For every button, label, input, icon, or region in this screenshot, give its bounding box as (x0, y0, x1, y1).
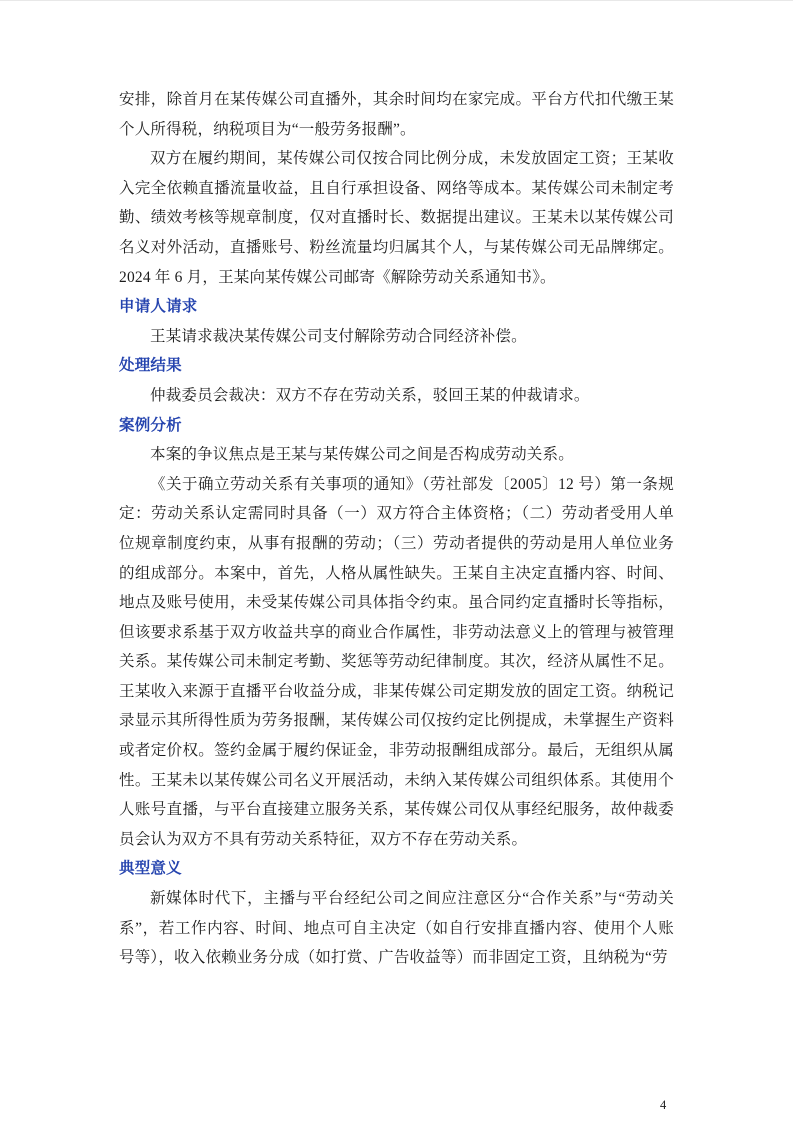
body-paragraph: 仲裁委员会裁决：双方不存在劳动关系，驳回王某的仲裁请求。 (150, 386, 590, 404)
document-body (119, 85, 674, 973)
section-heading: 案例分析 (119, 416, 182, 434)
body-paragraph: 双方在履约期间，某传媒公司仅按合同比例分成，未发放固定工资；王某收入完全依赖直播流量收益，且自行承担设备、网络等成本。某传媒公司未制定考勤、绩效考核等规章制度，仅对直播时长、数据提出建议。王某未以某传媒公司名义对外活动，直播账号、粉丝流量均归属其个人，与某传媒公司无品牌绑定。2024 年 6 月，王某向某传媒公司邮寄《解除劳动关系通知书》。 (119, 150, 674, 286)
body-paragraph: 王某请求裁决某传媒公司支付解除劳动合同经济补偿。 (150, 327, 527, 345)
body-paragraph: 本案的争议焦点是王某与某传媒公司之间是否构成劳动关系。 (150, 446, 574, 464)
section-heading: 处理结果 (119, 357, 182, 375)
page-number: 4 (660, 1098, 667, 1112)
body-paragraph: 《关于确立劳动关系有关事项的通知》（劳社部发〔2005〕12 号）第一条规定：劳动关系认定需同时具备（一）双方符合主体资格；（二）劳动者受用人单位规章制度约束，从事有报酬的劳动；（三）劳动者提供的劳动是用人单位业务的组成部分。本案中，首先，人格从属性缺失。王某自主决定直播内容、时间、地点及账号使用，未受某传媒公司具体指令约束。虽合同约定直播时长等指标，但该要求系基于双方收益共享的商业合作属性，非劳动法意义上的管理与被管理关系。某传媒公司未制定考勤、奖惩等劳动纪律制度。其次，经济从属性不足。王某收入来源于直播平台收益分成，非某传媒公司定期发放的固定工资。纳税记录显示其所得性质为劳务报酬，某传媒公司仅按约定比例提成，未掌握生产资料或者定价权。签约金属于履约保证金，非劳动报酬组成部分。最后，无组织从属性。王某未以某传媒公司名义开展活动，未纳入某传媒公司组织体系。其使用个人账号直播，与平台直接建立服务关系，某传媒公司仅从事经纪服务，故仲裁委员会认为双方不具有劳动关系特征，双方不存在劳动关系。 (119, 475, 674, 848)
section-heading: 典型意义 (119, 860, 182, 878)
body-paragraph: 安排，除首月在某传媒公司直播外，其余时间均在家完成。平台方代扣代缴王某个人所得税，纳税项目为“一般劳务报酬”。 (119, 91, 674, 138)
section-heading: 申请人请求 (119, 298, 198, 316)
body-paragraph: 新媒体时代下，主播与平台经纪公司之间应注意区分“合作关系”与“劳动关系”，若工作内容、时间、地点可自主决定（如自行安排直播内容、使用个人账号等），收入依赖业务分成（如打赏、广告收益等）而非固定工资，且纳税为“劳 (119, 890, 674, 967)
